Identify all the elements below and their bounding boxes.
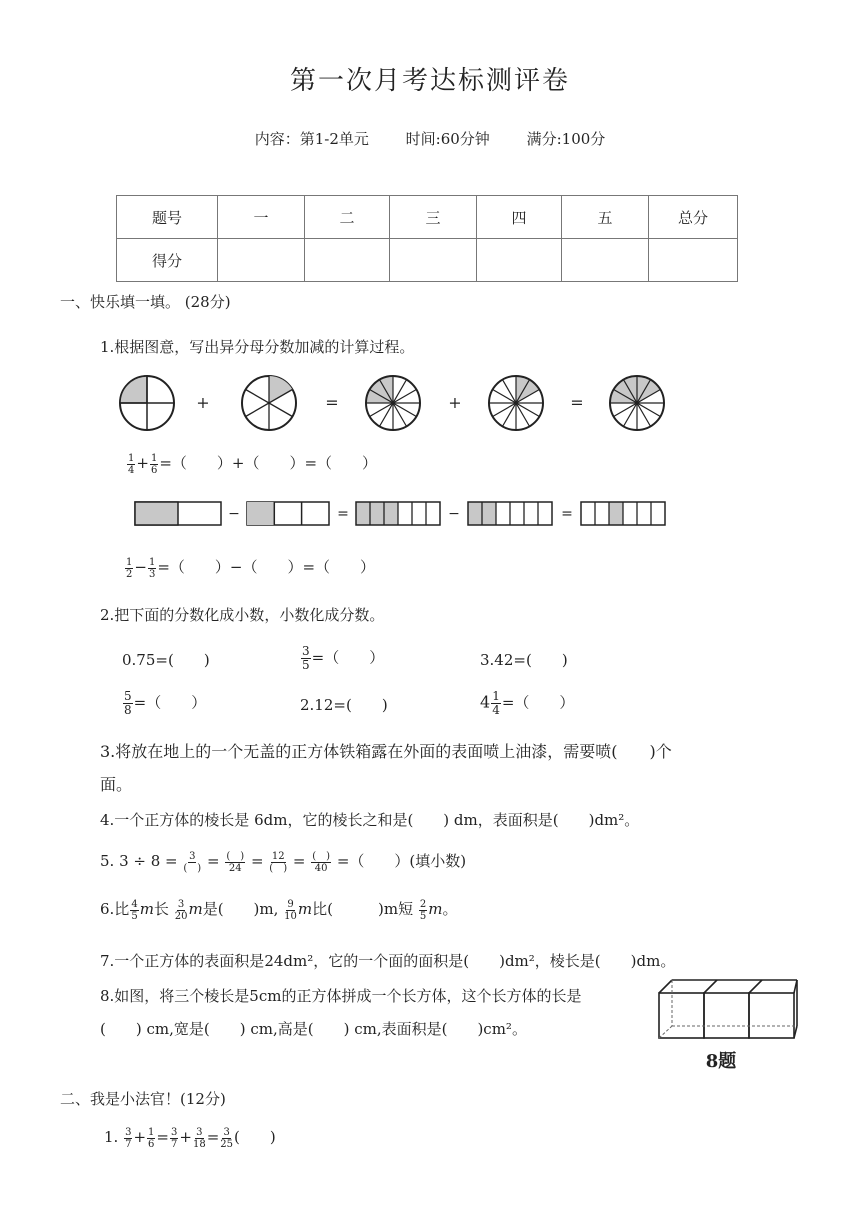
- score-table-score-row: [117, 239, 738, 282]
- fraction: $\frac{2}{5}$: [419, 898, 427, 922]
- question-6: 6.比 $\frac{4}{5}$ m长 $\frac{3}{20}$ m是( )m, $\frac{9}{10}$ m比( )m短 $\frac{2}{5}$ m。: [100, 898, 458, 922]
- bar-sixths-icon: [468, 502, 552, 525]
- fraction: $\frac{1}{4}$: [128, 452, 135, 476]
- table-cell: 五: [562, 196, 649, 239]
- question-1-equation-a: $\frac{1}{4}$ + $\frac{1}{6}$ =（ ）+（ ）=（ ）: [128, 452, 378, 476]
- score-input-cell[interactable]: [218, 239, 305, 282]
- content-range: 内容：第1-2单元: [254, 130, 369, 148]
- fraction-bars-figure: [132, 499, 672, 531]
- judge-answer-blank[interactable]: ( ): [234, 1128, 276, 1146]
- bar-halves-icon: [135, 502, 221, 525]
- table-cell: 得分: [117, 239, 218, 282]
- question-3-line-1: 3.将放在地上的一个无盖的正方体铁箱露在外面的表面喷上油漆，需要喷( )个: [100, 742, 672, 761]
- answer-blanks[interactable]: =（ ）+（ ）=（ ）: [159, 454, 378, 472]
- circle-quarters-icon: [120, 376, 174, 430]
- bar-sixths-icon: [356, 502, 440, 525]
- score-table-header-row: [117, 196, 738, 239]
- bar-sixths-icon: [581, 502, 665, 525]
- fraction: $\frac{1}{4}$: [492, 689, 500, 717]
- bar-thirds-icon: [247, 502, 329, 525]
- plus-sign: +: [448, 393, 462, 412]
- question-5: 5. 3 ÷ 8 = $\frac{3}{( )}$ = $\frac{( )}{24}$ = $\frac{12}{( )}$ = $\frac{( )}{40}$ =（ ）(填小数): [100, 850, 467, 874]
- question-3-line-2: 面。: [100, 775, 133, 794]
- minus-sign: −: [228, 506, 240, 522]
- fraction[interactable]: $\frac{( )}{40}$: [312, 850, 331, 874]
- conversion-item[interactable]: 4 $\frac{1}{4}$ =（ ）: [480, 689, 575, 717]
- equals-sign: =: [570, 393, 584, 412]
- fraction: $\frac{3}{5}$: [302, 644, 310, 672]
- conversion-item[interactable]: 0.75=( ): [122, 651, 210, 669]
- fraction[interactable]: $\frac{12}{( )}$: [269, 850, 288, 874]
- section-heading-1: 一、快乐填一填。 (28分): [60, 293, 231, 311]
- full-score: 满分:100分: [526, 130, 606, 148]
- answer-blanks[interactable]: =（ ）−（ ）=（ ）: [157, 558, 376, 576]
- table-cell: 一: [218, 196, 305, 239]
- fraction: $\frac{3}{20}$: [174, 898, 188, 922]
- question-2-text: 2.把下面的分数化成小数，小数化成分数。: [100, 606, 385, 624]
- table-cell: 三: [390, 196, 477, 239]
- fraction: $\frac{5}{8}$: [124, 689, 132, 717]
- table-cell: 题号: [117, 196, 218, 239]
- table-cell: 二: [305, 196, 390, 239]
- score-table: [116, 195, 738, 282]
- question-8-line-1: 8.如图，将三个棱长是5cm的正方体拼成一个长方体，这个长方体的长是: [100, 987, 582, 1005]
- score-input-cell[interactable]: [649, 239, 738, 282]
- conversion-item[interactable]: $\frac{5}{8}$ =（ ）: [124, 689, 207, 717]
- score-input-cell[interactable]: [305, 239, 390, 282]
- fraction-circles-figure: [110, 370, 680, 436]
- fraction[interactable]: $\frac{( )}{24}$: [226, 850, 245, 874]
- question-1-equation-b: $\frac{1}{2}$ − $\frac{1}{3}$ =（ ）−（ ）=（ ）: [126, 556, 376, 580]
- score-input-cell[interactable]: [477, 239, 562, 282]
- table-cell: 四: [477, 196, 562, 239]
- exam-time: 时间:60分钟: [405, 130, 490, 148]
- exam-info: [0, 128, 860, 149]
- equals-sign: =: [337, 506, 349, 522]
- conversion-item[interactable]: 3.42=( ): [480, 651, 568, 669]
- table-cell: 总分: [649, 196, 738, 239]
- plus-sign: +: [196, 393, 210, 412]
- circle-twelfths-icon: [610, 376, 664, 430]
- circle-sixths-icon: [242, 376, 296, 430]
- question-1-text: 1.根据图意，写出异分母分数加减的计算过程。: [100, 338, 415, 356]
- figure-label: 8题: [705, 1051, 737, 1072]
- question-7: 7.一个正方体的表面积是24dm²，它的一个面的面积是( )dm²，棱长是( )dm。: [100, 952, 676, 970]
- page-title: 第一次月考达标测评卷: [289, 66, 570, 96]
- score-input-cell[interactable]: [562, 239, 649, 282]
- fraction: $\frac{3}{18}$: [192, 1126, 206, 1150]
- section-heading-2: 二、我是小法官！(12分): [60, 1090, 226, 1108]
- fraction: $\frac{1}{6}$: [150, 452, 158, 476]
- equals-sign: =: [325, 393, 339, 412]
- score-input-cell[interactable]: [390, 239, 477, 282]
- circle-twelfths-icon: [489, 376, 543, 430]
- fraction: $\frac{3}{25}$: [220, 1126, 233, 1150]
- fraction[interactable]: $\frac{3}{( )}$: [183, 850, 202, 874]
- fraction: $\frac{1}{3}$: [148, 556, 156, 580]
- three-cubes-figure: [655, 976, 800, 1076]
- fraction: $\frac{1}{6}$: [148, 1126, 155, 1150]
- question-4: 4.一个正方体的棱长是 6dm，它的棱长之和是( ) dm，表面积是( )dm²。: [100, 811, 640, 829]
- question-8-line-2: ( ) cm,宽是( ) cm,高是( ) cm,表面积是( )cm²。: [100, 1020, 527, 1038]
- fraction: $\frac{3}{7}$: [125, 1126, 132, 1150]
- fraction: $\frac{3}{7}$: [171, 1126, 178, 1150]
- minus-sign: −: [448, 506, 460, 522]
- fraction: $\frac{1}{2}$: [126, 556, 133, 580]
- equals-sign: =: [561, 506, 573, 522]
- circle-twelfths-icon: [366, 376, 420, 430]
- conversion-item[interactable]: 2.12=( ): [300, 696, 388, 714]
- fraction: $\frac{4}{5}$: [131, 898, 138, 922]
- fraction: $\frac{9}{10}$: [284, 898, 297, 922]
- conversion-item[interactable]: $\frac{3}{5}$ =（ ）: [302, 644, 385, 672]
- judge-question-1: 1. $\frac{3}{7}$ + $\frac{1}{6}$ = $\frac{3}{7}$ + $\frac{3}{18}$ = $\frac{3}{25}$ ( ): [104, 1126, 276, 1150]
